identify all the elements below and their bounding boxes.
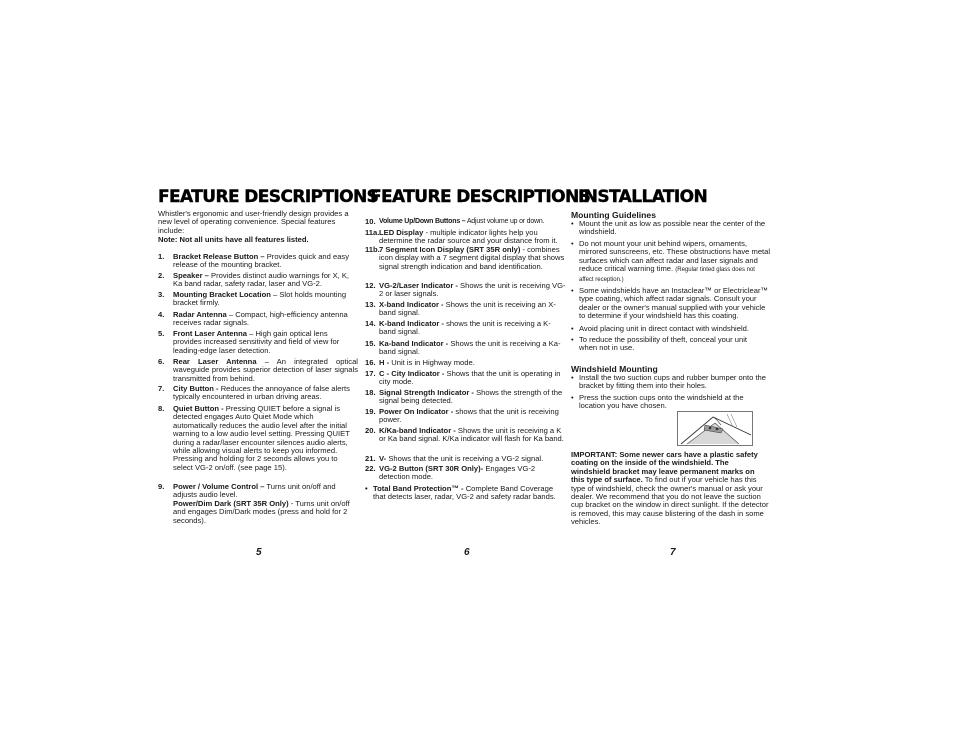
list-item	[365, 389, 567, 407]
item-label: Ka-band Indicator -	[379, 339, 449, 348]
page-6-heading: FEATURE DESCRIPTIONS	[370, 187, 591, 207]
list-item	[158, 272, 358, 292]
item-number: 14.	[365, 319, 376, 328]
list-item	[365, 301, 567, 319]
item-label: Rear Laser Antenna	[173, 357, 257, 366]
item-number: 18.	[365, 388, 376, 397]
list-item	[571, 336, 751, 353]
item-text: Shows the unit is receiving an X-band signal.	[379, 300, 556, 318]
item-text: Shows the strength of the signal being detected.	[379, 388, 563, 406]
list-item	[158, 483, 358, 529]
item-number: 11b.	[365, 245, 380, 254]
item-text: – Slot holds mounting bracket firmly.	[173, 290, 347, 308]
item-text: Engages VG-2 detection mode.	[379, 464, 536, 482]
page-5	[158, 187, 379, 207]
item-text-2: - Turns unit on/off and engages Dim/Dark modes (press and hold for 2 seconds).	[173, 498, 350, 525]
bullet-icon: •	[571, 393, 574, 402]
bullet-text: Press the suction cups onto the windshield at the location you have chosen.	[579, 393, 744, 411]
item-text: Reduces the annoyance of false alerts typically encountered in urban driving areas.	[173, 384, 350, 402]
list-item	[158, 330, 358, 358]
list-item	[365, 359, 567, 369]
list-item	[158, 253, 358, 273]
item-number: 4.	[158, 310, 165, 319]
list-item	[158, 311, 358, 331]
list-item	[365, 427, 567, 454]
item-number: 12.	[365, 281, 376, 290]
bullet-icon: •	[571, 335, 574, 344]
item-label: Signal Strength Indicator -	[379, 388, 474, 397]
item-text: Shows the unit is receiving a Ka-band signal.	[379, 339, 561, 357]
item-label: K-band Indicator -	[379, 319, 444, 328]
item-text: Adjust volume up or down.	[466, 218, 545, 225]
important-bold-text: IMPORTANT: Some newer cars have a plastic safety coating on the inside of the windshield. The windshield bracket may leave permanent marks on this type of surface.	[571, 450, 758, 485]
list-item	[571, 240, 771, 284]
item-number: 22.	[365, 464, 376, 473]
item-text: Shows the unit is receiving a K or Ka band signal. K/Ka indicator will flash for Ka band.	[379, 426, 564, 444]
list-item	[571, 325, 771, 333]
page-6	[370, 187, 591, 207]
list-item	[365, 485, 567, 503]
windshield-mounting-title: Windshield Mounting	[571, 364, 658, 374]
bullet-text: Do not mount your unit behind wipers, ornaments, mirrored sunscreens, etc. These obstructions have metal surfaces which can affect radar and laser signals and reduce critical warning time.	[579, 239, 771, 274]
item-label: Bracket Release Button –	[173, 252, 265, 261]
item-label: H -	[379, 358, 390, 367]
page-5-intro: Whistler's ergonomic and user-friendly design provides a new level of operating convenience. Special features include:	[158, 209, 349, 235]
item-number: 21.	[365, 454, 376, 463]
item-label: City Button -	[173, 384, 219, 393]
item-text: Complete Band Coverage that detects laser, radar, VG-2 and safety radar bands.	[373, 484, 556, 502]
page-number-5: 5	[256, 547, 262, 558]
list-item	[365, 408, 567, 426]
bullet-icon: •	[571, 219, 574, 228]
item-number: 3.	[158, 290, 165, 299]
list-item	[158, 291, 358, 311]
item-text: shows that the unit is receiving power.	[379, 407, 559, 425]
item-label: Volume Up/Down Buttons –	[379, 218, 466, 225]
item-number: 9.	[158, 482, 165, 491]
item-label: C - City Indicator -	[379, 369, 445, 378]
item-label: X-band Indicator -	[379, 300, 444, 309]
bullet-text: Mount the unit as low as possible near the center of the windshield.	[579, 219, 766, 237]
bullet-icon: •	[571, 373, 574, 382]
item-text: – An integrated optical waveguide provides superior detection of laser signals transmitted from behind.	[173, 357, 358, 383]
item-label: Front Laser Antenna	[173, 329, 247, 338]
important-note	[571, 451, 769, 527]
item-number: 13.	[365, 300, 376, 309]
list-item	[571, 220, 771, 237]
list-item	[571, 374, 771, 391]
page-7	[578, 188, 768, 206]
item-text: - multiple indicator lights help you determine the radar source and your distance from it.	[379, 228, 558, 246]
list-item	[571, 287, 771, 321]
list-item	[158, 385, 358, 405]
item-number: 6.	[158, 357, 165, 366]
item-number: 5.	[158, 329, 165, 338]
mounting-guidelines-title: Mounting Guidelines	[571, 210, 656, 220]
item-text: Shows that the unit is operating in city mode.	[379, 369, 561, 387]
page-number-7: 7	[670, 547, 676, 558]
item-label: K/Ka-band Indicator -	[379, 426, 456, 435]
page-number-6: 6	[464, 547, 470, 558]
item-number: 17.	[365, 369, 376, 378]
item-number: 15.	[365, 339, 376, 348]
item-number: 19.	[365, 407, 376, 416]
item-label: VG-2 Button (SRT 30R Only)-	[379, 464, 484, 473]
bullet-icon: •	[571, 239, 574, 248]
item-label: Total Band Protection™ -	[373, 484, 464, 493]
item-bullet: •	[365, 484, 368, 493]
item-number: 10.	[365, 217, 376, 226]
page-7-heading: INSTALLATION	[578, 187, 708, 207]
windshield-illustration	[677, 411, 753, 446]
list-item	[365, 340, 567, 358]
item-text: – High gain optical lens provides increased sensitivity and field of view for leading-edge laser detection.	[173, 329, 340, 355]
list-item	[365, 282, 567, 300]
item-text: Provides distinct audio warnings for X, K, Ka band radar, safety radar, laser and VG-2.	[173, 271, 350, 289]
important-text: To find out if your vehicle has this type of windshield, check the owner's manual or ask your dealer. We recommend that you do not leave the suction cup bracket on the window in direct sunlight. If the detector is removed, this may cause blistering of the dash in some vehicles.	[571, 475, 769, 527]
item-number: 8.	[158, 404, 165, 413]
list-item	[365, 370, 567, 388]
item-label: Quiet Button -	[173, 404, 224, 413]
list-item	[365, 218, 567, 228]
item-text: Provides quick and easy release of the mounting bracket.	[173, 252, 350, 270]
bullet-small-note: (Regular tinted glass does not affect reception.)	[579, 267, 755, 283]
bullet-text: Install the two suction cups and rubber bumper onto the bracket by fitting them into their holes.	[579, 373, 767, 391]
item-text: shows the unit is receiving a K-band signal.	[379, 319, 551, 337]
item-text: Shows the unit is receiving VG-2 or laser signals.	[379, 281, 566, 299]
bullet-icon: •	[571, 324, 574, 333]
item-number: 11a.	[365, 228, 380, 237]
item-number: 2.	[158, 271, 165, 280]
list-item	[571, 394, 761, 411]
bullet-icon: •	[571, 286, 574, 295]
list-item	[365, 246, 567, 282]
item-text: Pressing QUIET before a signal is detected engages Auto Quiet Mode which automatically reduces the audio level after the initial warning to a low audio level setting. Pressing QUIET during a radar/laser encounter silences audio alerts, while allowing visual alerts to keep you informed. Pressing and holding for 2 seconds allows you to select VG-2 on/off. (see page 15).	[173, 404, 350, 472]
item-label: 7 Segment Icon Display (SRT 35R only)	[379, 245, 521, 254]
bullet-text: Some windshields have an Instaclear™ or Electriclear™ type coating, which affect radar signals. Consult your dealer or the owner's manual supplied with your vehicle to determine if your windshield has this coating.	[579, 286, 769, 321]
item-text: Shows that the unit is receiving a VG-2 signal.	[388, 454, 544, 463]
list-item	[365, 465, 567, 483]
item-text: – Compact, high-efficiency antenna receives radar signals.	[173, 310, 348, 328]
item-number: 7.	[158, 384, 165, 393]
item-number: 16.	[365, 358, 376, 367]
item-label: V-	[379, 454, 387, 463]
item-label: Radar Antenna	[173, 310, 227, 319]
item-text: - combines icon display with a 7 segment digital display that shows signal strength indication and band identification.	[379, 245, 565, 271]
item-label: Mounting Bracket Location	[173, 290, 271, 299]
item-label: Power On Indicator -	[379, 407, 454, 416]
item-label-2: Power/Dim Dark (SRT 35R Only)	[173, 498, 289, 508]
bullet-text: To reduce the possibility of theft, conceal your unit when not in use.	[579, 335, 747, 353]
list-item	[158, 358, 358, 386]
item-label: Power / Volume Control –	[173, 482, 265, 491]
item-label: LED Display	[379, 228, 424, 237]
item-number: 20.	[365, 426, 376, 435]
page-5-note: Note: Not all units have all features listed.	[158, 235, 309, 244]
item-text: Unit is in Highway mode.	[391, 358, 475, 367]
item-label: Speaker –	[173, 271, 209, 280]
windshield-bracket-image	[677, 411, 753, 446]
list-item	[158, 405, 358, 483]
item-text: Turns unit on/off and adjusts audio level.	[173, 482, 336, 500]
list-item	[365, 320, 567, 338]
item-number: 1.	[158, 252, 165, 261]
page-5-heading: FEATURE DESCRIPTIONS	[158, 187, 379, 207]
bullet-text: Avoid placing unit in direct contact with windshield.	[579, 324, 749, 333]
item-label: VG-2/Laser Indicator -	[379, 281, 458, 290]
